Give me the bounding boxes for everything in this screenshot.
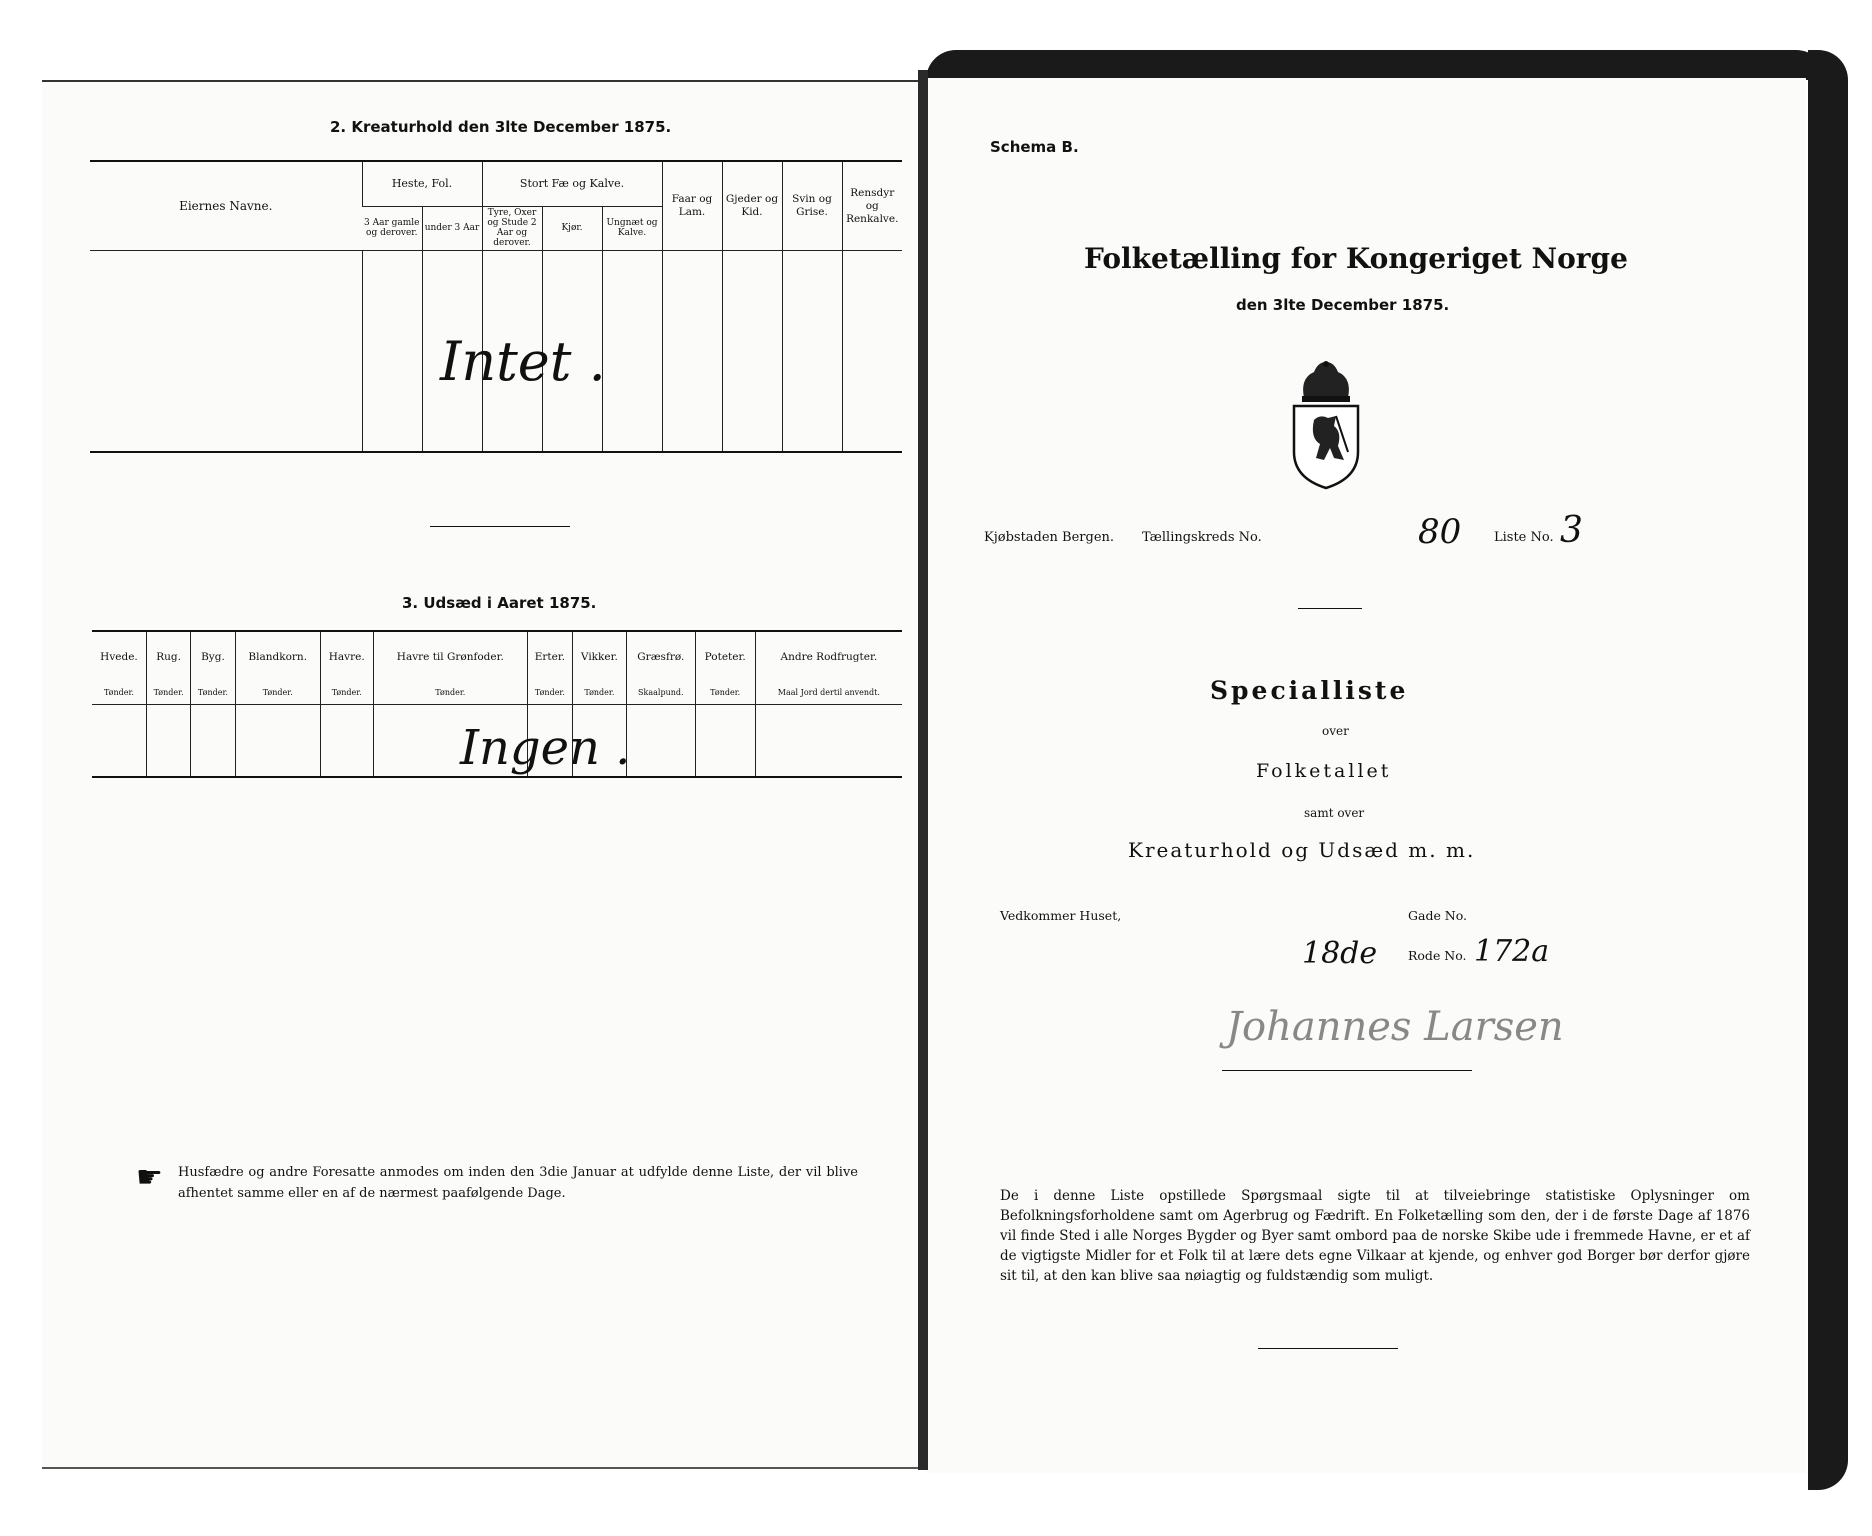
district-label: Tællingskreds No.	[1142, 530, 1262, 545]
over-text: over	[1322, 724, 1349, 738]
col-sheep: Faar og Lam.	[662, 162, 722, 251]
rode-value: 172a	[1474, 934, 1550, 969]
book-spine	[918, 70, 928, 1470]
heading-kreaturhold: Kreaturhold og Udsæd m. m.	[1128, 838, 1476, 862]
street-label: Gade No.	[1408, 908, 1468, 923]
col-goats: Gjeder og Kid.	[722, 162, 782, 251]
col-bulls: Tyre, Oxer og Stude 2 Aar og derover.	[482, 206, 542, 250]
seed-col-unit: Tønder.	[373, 682, 527, 704]
seed-col-unit: Maal Jord dertil anvendt.	[755, 682, 902, 704]
heading-folketallet: Folketallet	[1256, 760, 1392, 782]
col-horses-old: 3 Aar gamle og derover.	[364, 218, 420, 239]
table-rule	[92, 776, 902, 778]
col-group-cattle: Stort Fæ og Kalve.	[482, 162, 662, 206]
house-label: Vedkommer Huset,	[1000, 908, 1122, 923]
col-horses-young: under 3 Aar	[422, 206, 482, 250]
section2-title: 2. Kreaturhold den 3lte December 1875.	[330, 118, 672, 136]
list-value: 3	[1560, 510, 1583, 551]
seed-col-name: Poteter.	[695, 632, 755, 682]
seed-col-unit: Tønder.	[103, 688, 134, 698]
col-reindeer: Rensdyr og Renkalve.	[842, 162, 902, 251]
seed-col-unit: Tønder.	[572, 682, 626, 704]
samt-over-text: samt over	[1304, 806, 1365, 820]
col-group-horses: Heste, Fol.	[362, 162, 482, 206]
seed-col-unit: Skaalpund.	[626, 682, 695, 704]
handwritten-entry-seed: Ingen .	[460, 720, 631, 776]
livestock-table	[90, 162, 902, 452]
street-value: 18de	[1302, 936, 1378, 971]
col-owner-name: Eiernes Navne.	[179, 199, 273, 214]
district-value: 80	[1418, 512, 1462, 552]
seed-cell	[92, 704, 146, 776]
heading-specialliste: Specialliste	[1210, 676, 1409, 705]
book-cover-edge	[1808, 50, 1848, 1490]
seed-col-name: Hvede.	[100, 651, 138, 663]
seed-col-unit: Tønder.	[695, 682, 755, 704]
notice-text: Husfædre og andre Foresatte anmodes om inden den 3die Januar at udfylde denne Liste, der vil blive afhentet samme eller en af de nærmest paafølgende Dage.	[178, 1165, 858, 1201]
col-pigs: Svin og Grise.	[782, 162, 842, 251]
seed-col-unit: Tønder.	[191, 682, 235, 704]
instruction-paragraph: De i denne Liste opstillede Spørgsmaal sigte til at tilveiebringe statistiske Oplysninger om Befolkningsforholdene samt om Agerbrug og Fædrift. En Folketælling som den, der i de første Dage af 1876 vil finde Sted i alle Norges Bygder og Byer samt ombord paa de norske Skibe ude i fremmede Havne, er et af de vigtigste Midler for et Folk til at lære dets egne Vilkaar at kjende, og enhver god Borger bør derfor gjøre sit til, at den kan blive saa nøiagtig og fuldstændig som muligt.	[1000, 1188, 1750, 1284]
seed-cell	[320, 704, 373, 776]
seed-cell	[235, 704, 320, 776]
seed-col-unit: Tønder.	[146, 682, 190, 704]
seed-col-name: Andre Rodfrugter.	[755, 632, 902, 682]
seed-col-name: Rug.	[146, 632, 190, 682]
schema-label: Schema B.	[990, 138, 1079, 156]
book-cover-edge	[926, 50, 1826, 80]
seed-col-name: Erter.	[528, 632, 573, 682]
seed-col-name: Vikker.	[572, 632, 626, 682]
divider	[1258, 1348, 1398, 1349]
seed-col-name: Græsfrø.	[626, 632, 695, 682]
signature-line	[1222, 1070, 1472, 1071]
section3-title: 3. Udsæd i Aaret 1875.	[402, 594, 597, 612]
main-date: den 3lte December 1875.	[1236, 296, 1450, 314]
list-label: Liste No.	[1494, 530, 1554, 545]
main-title: Folketælling for Kongeriget Norge	[1084, 242, 1628, 275]
seed-col-name: Byg.	[191, 632, 235, 682]
seed-cell	[191, 704, 235, 776]
divider	[1298, 608, 1362, 609]
seed-cell	[695, 704, 755, 776]
table-rule	[90, 451, 902, 453]
seed-col-name: Blandkorn.	[235, 632, 320, 682]
signature: Johannes Larsen	[1226, 1004, 1564, 1050]
col-cows: Kjør.	[542, 206, 602, 250]
city-label: Kjøbstaden Bergen.	[984, 530, 1115, 545]
seed-col-unit: Tønder.	[320, 682, 373, 704]
seed-cell	[626, 704, 695, 776]
seed-col-name: Havre til Grønfoder.	[373, 632, 527, 682]
col-young-cattle: Ungnæt og Kalve.	[602, 206, 662, 250]
pointing-hand-icon: ☛	[136, 1160, 163, 1195]
seed-col-unit: Tønder.	[235, 682, 320, 704]
rode-label: Rode No.	[1408, 948, 1467, 963]
seed-col-unit: Tønder.	[528, 682, 573, 704]
seed-cell	[146, 704, 190, 776]
handwritten-entry-livestock: Intet .	[440, 330, 606, 393]
divider	[430, 526, 570, 527]
seed-col-name: Havre.	[320, 632, 373, 682]
seed-cell	[755, 704, 902, 776]
norway-coat-of-arms-icon	[1286, 360, 1366, 490]
